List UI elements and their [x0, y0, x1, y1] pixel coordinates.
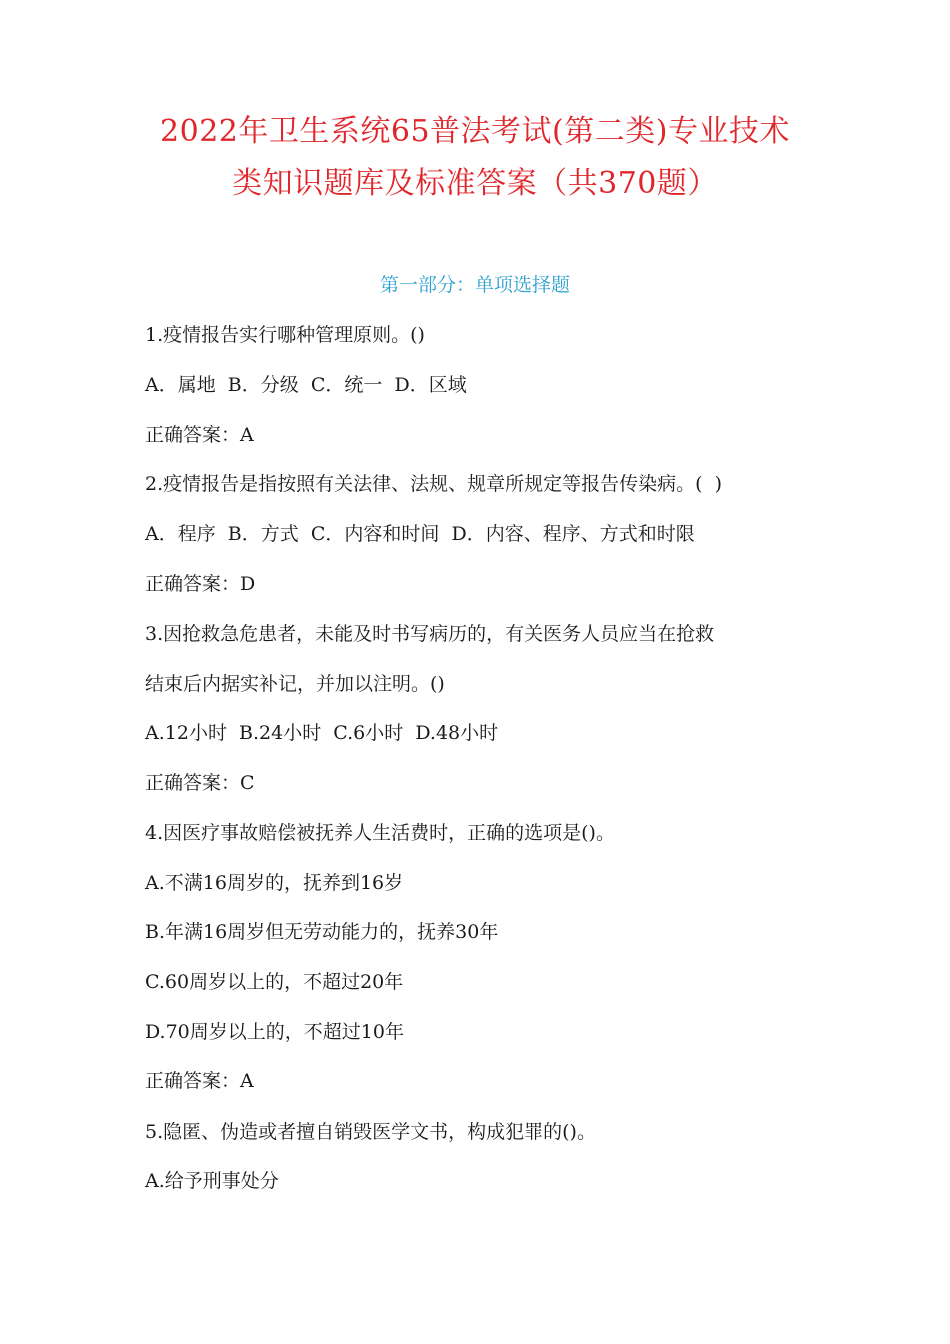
question-3-text-cont: 结束后内据实补记，并加以注明。(): [145, 673, 445, 695]
question-1-answer: 正确答案：A: [145, 424, 254, 446]
question-2-answer: 正确答案：D: [145, 573, 256, 595]
question-4-option-b: B.年满16周岁但无劳动能力的，抚养30年: [145, 921, 499, 943]
section-heading: 第一部分：单项选择题: [379, 274, 570, 296]
question-4-answer: 正确答案：A: [145, 1070, 254, 1092]
question-4-option-c: C.60周岁以上的，不超过20年: [145, 971, 404, 993]
question-3-options: A.12小时 B.24小时 C.6小时 D.48小时: [145, 722, 499, 744]
question-4-option-a: A.不满16周岁的，抚养到16岁: [145, 872, 404, 894]
title-line-2: 类知识题库及标准答案（共370题）: [232, 166, 718, 201]
question-1-options: A．属地 B．分级 C．统一 D．区域: [145, 374, 467, 396]
title-line-1: 2022年卫生系统65普法考试(第二类)专业技术: [160, 114, 790, 149]
question-1-text: 1.疫情报告实行哪种管理原则。(): [145, 324, 425, 346]
question-5-text: 5.隐匿、伪造或者擅自销毁医学文书，构成犯罪的()。: [145, 1121, 596, 1143]
question-4-text: 4.因医疗事故赔偿被抚养人生活费时，正确的选项是()。: [145, 822, 615, 844]
question-3-answer: 正确答案：C: [145, 772, 255, 794]
question-4-option-d: D.70周岁以上的，不超过10年: [145, 1021, 404, 1043]
question-3-text: 3.因抢救急危患者，未能及时书写病历的，有关医务人员应当在抢救: [145, 623, 715, 645]
question-5-option-a: A.给予刑事处分: [145, 1170, 279, 1192]
document-title: [130, 106, 820, 210]
question-2-text: 2.疫情报告是指按照有关法律、法规、规章所规定等报告传染病。( ): [145, 473, 723, 495]
question-2-options: A．程序 B．方式 C．内容和时间 D．内容、程序、方式和时限: [145, 523, 695, 545]
